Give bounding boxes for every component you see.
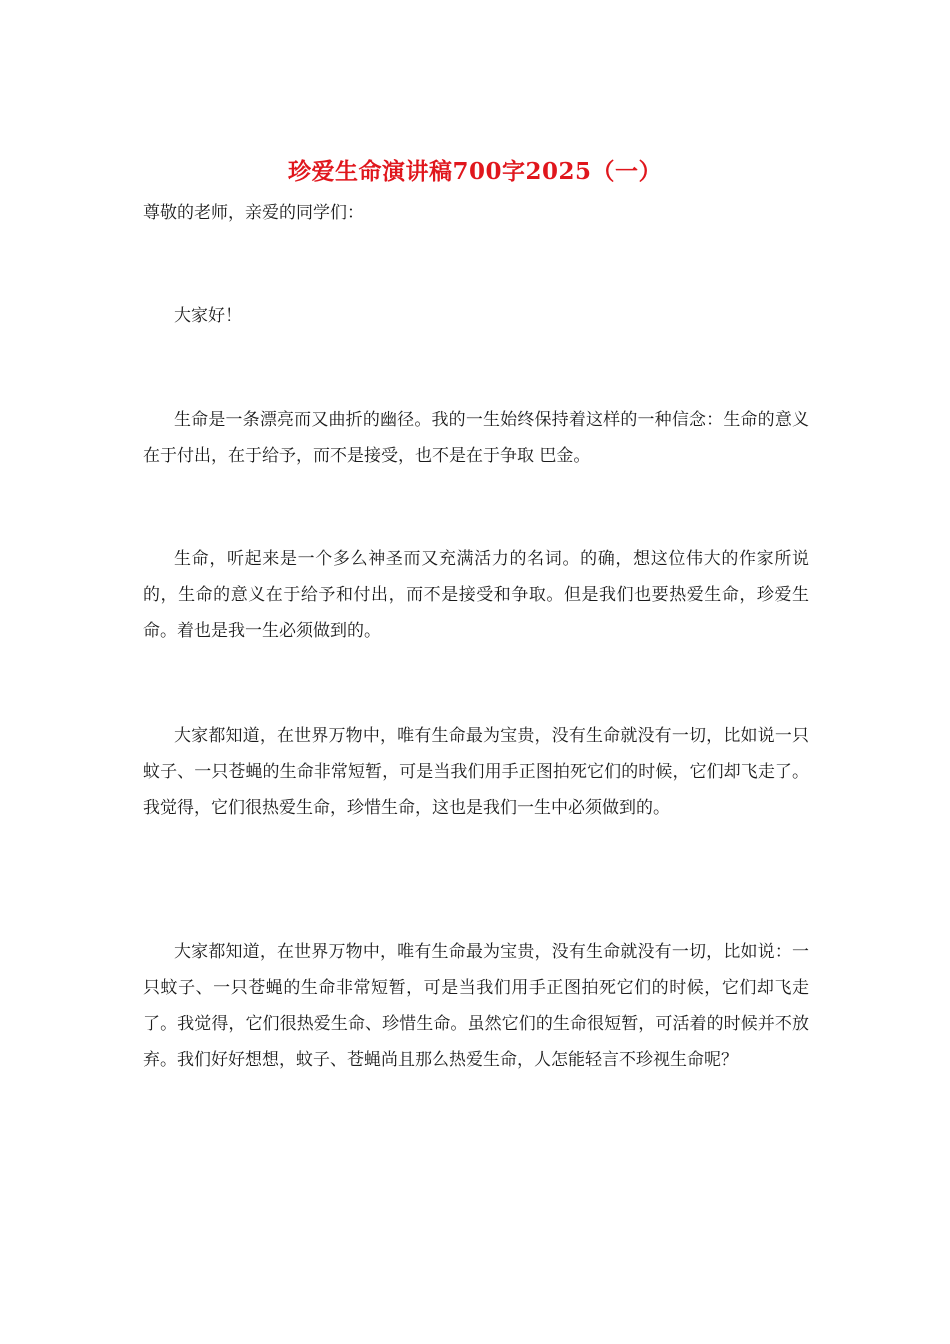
paragraph-greeting: 大家好！ <box>174 306 242 326</box>
salutation: 尊敬的老师，亲爱的同学们： <box>143 203 364 223</box>
paragraph-3: 大家都知道，在世界万物中，唯有生命最为宝贵，没有生命就没有一切，比如说一只蚊子、一只苍蝇的生命非常短暂，可是当我们用手正图拍死它们的时候，它们却飞走了。我觉得，它们很热爱生命，珍惜生命，这也是我们一生中必须做到的。 <box>143 726 809 818</box>
document-title: 珍爱生命演讲稿700字2025（一） <box>287 158 663 185</box>
paragraph-2: 生命，听起来是一个多么神圣而又充满活力的名词。的确，想这位伟大的作家所说的，生命的意义在于给予和付出，而不是接受和争取。但是我们也要热爱生命，珍爱生命。着也是我一生必须做到的。 <box>143 549 809 641</box>
paragraph-4: 大家都知道，在世界万物中，唯有生命最为宝贵，没有生命就没有一切，比如说：一只蚊子、一只苍蝇的生命非常短暂，可是当我们用手正图拍死它们的时候，它们却飞走了。我觉得，它们很热爱生命、珍惜生命。虽然它们的生命很短暂，可活着的时候并不放弃。我们好好想想，蚊子、苍蝇尚且那么热爱生命，人怎能轻言不珍视生命呢？ <box>143 942 809 1070</box>
paragraph-1: 生命是一条漂亮而又曲折的幽径。我的一生始终保持着这样的一种信念：生命的意义在于付出，在于给予，而不是接受，也不是在于争取 巴金。 <box>143 410 809 466</box>
